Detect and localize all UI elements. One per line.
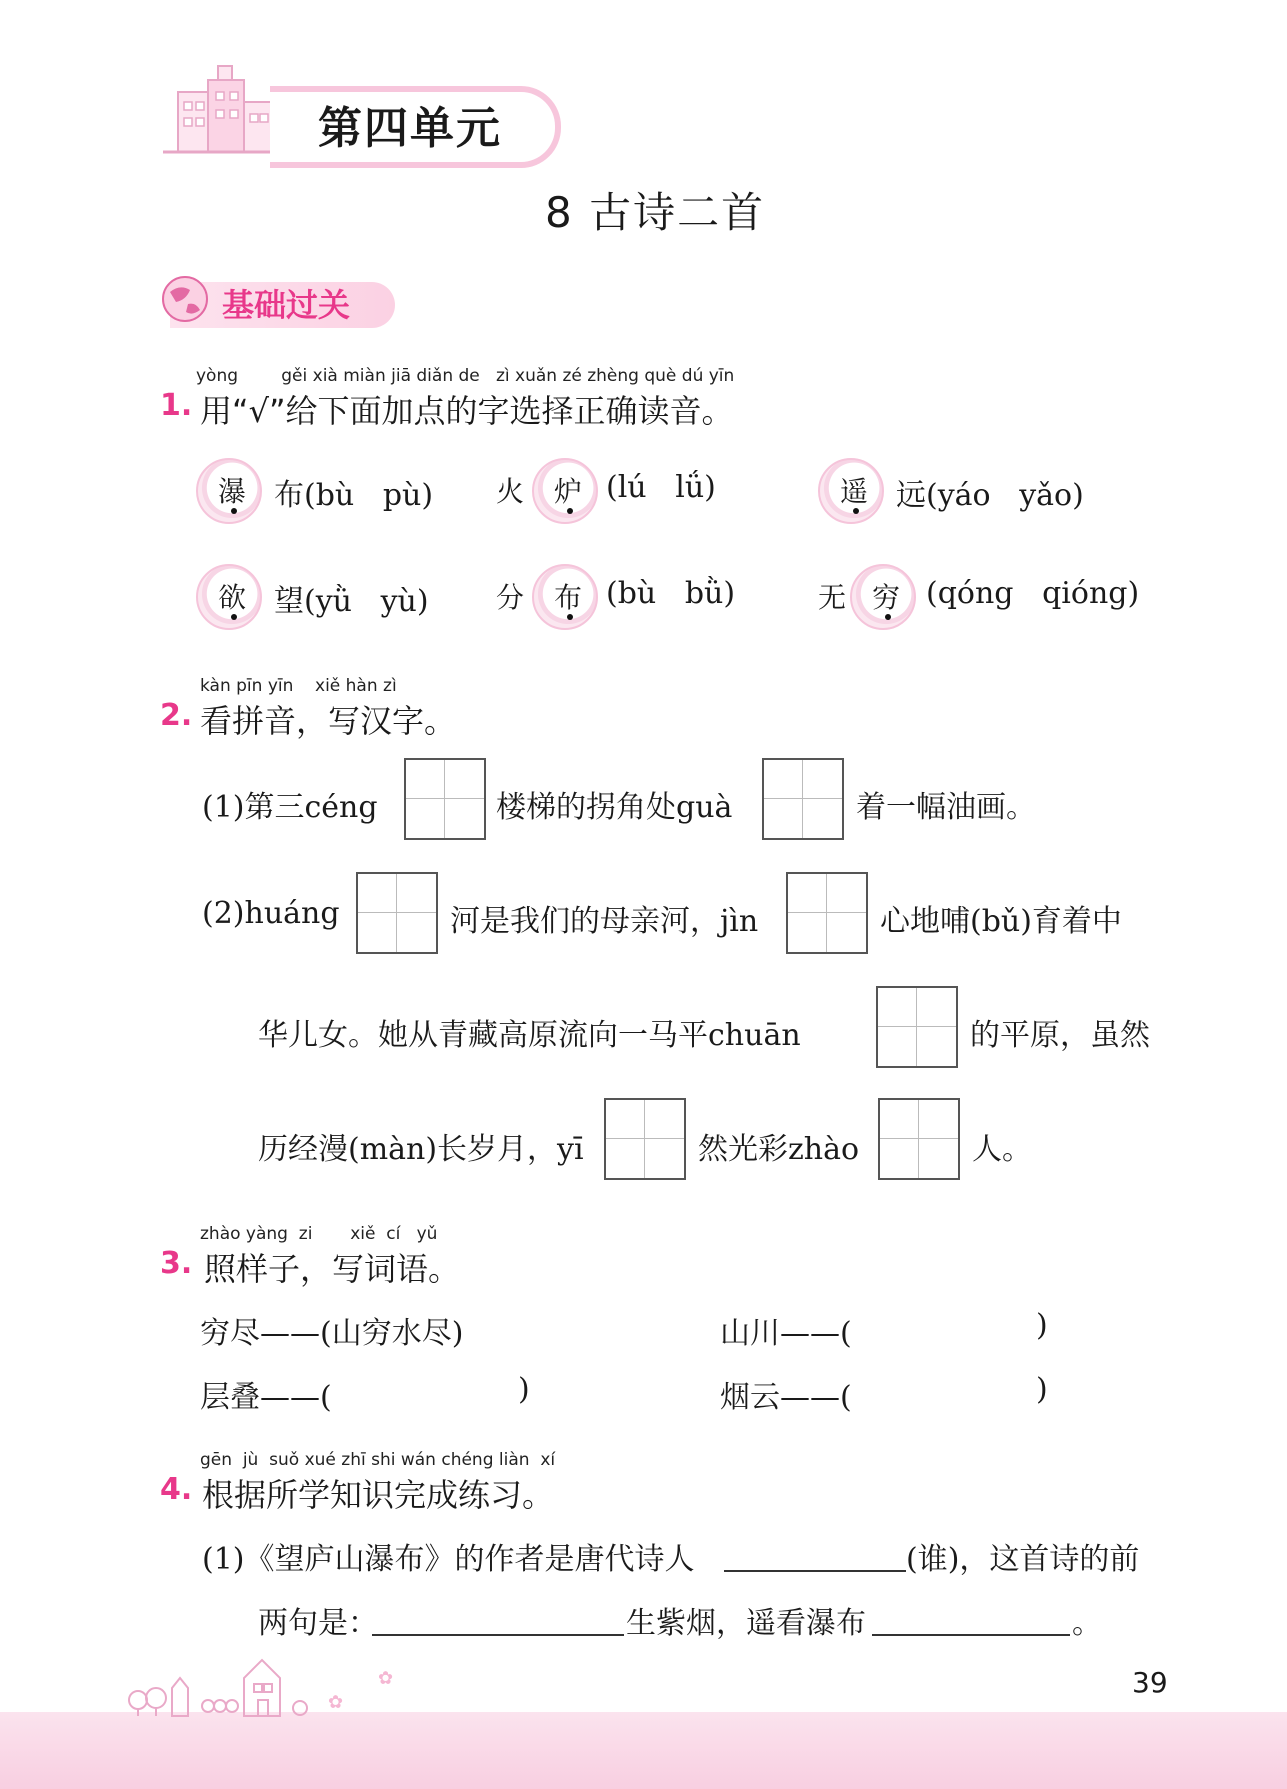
emphasis-dot [231, 508, 237, 514]
q3-item-cengdie: 层叠——( [200, 1380, 332, 1415]
q1-item-4-marked: 欲 [218, 581, 247, 614]
q3-pinyin: zhào yàng zi xiě cí yǔ [200, 1224, 438, 1244]
q3-close-paren: ) [1036, 1372, 1048, 1407]
q1-item-4-option: 望(yǜ yù) [274, 584, 429, 619]
emphasis-dot [853, 508, 859, 514]
q4-line2-c: 。 [1072, 1606, 1102, 1641]
q1-item-1-marked: 瀑 [218, 475, 247, 508]
q1-number: 1. [160, 388, 193, 423]
q1-item-6-option: (qóng qióng) [926, 576, 1140, 611]
q2-line2-c: 心地哺(bǔ)育着中 [880, 904, 1122, 939]
q3-close-paren: ) [518, 1372, 530, 1407]
emphasis-dot [567, 508, 573, 514]
writing-box[interactable] [762, 758, 844, 840]
q3-close-paren: ) [1036, 1308, 1048, 1343]
answer-blank[interactable] [872, 1634, 1070, 1636]
q1-text: 用“√”给下面加点的字选择正确读音。 [200, 392, 734, 430]
q2-line4-a: 历经漫(màn)长岁月，yī [258, 1132, 584, 1167]
q2-line4-c: 人。 [972, 1132, 1032, 1167]
q4-line2-a: 两句是： [258, 1606, 378, 1641]
q1-item-2-option: (lú lǘ) [606, 470, 716, 505]
q1-item-1-option: 布(bù pù) [274, 478, 434, 513]
q1-item-3-option: 远(yáo yǎo) [896, 478, 1084, 513]
q2-line1-a: (1)第三céng [202, 790, 378, 825]
q2-line3-a: 华儿女。她从青藏高原流向一马平chuān [258, 1018, 801, 1053]
writing-box[interactable] [404, 758, 486, 840]
q1-item-2-prefix: 火 [496, 475, 525, 508]
q2-line2-a: (2)huáng [202, 896, 340, 931]
q4-line1-a: (1)《望庐山瀑布》的作者是唐代诗人 [202, 1542, 695, 1577]
q1-item-5-prefix: 分 [496, 581, 525, 614]
emphasis-dot [231, 614, 237, 620]
writing-box[interactable] [604, 1098, 686, 1180]
writing-box[interactable] [786, 872, 868, 954]
writing-box[interactable] [356, 872, 438, 954]
writing-box[interactable] [876, 986, 958, 1068]
q2-text: 看拼音，写汉字。 [200, 702, 457, 740]
q3-number: 3. [160, 1246, 193, 1281]
q2-line1-b: 楼梯的拐角处guà [496, 790, 733, 825]
q4-line2-b: 生紫烟，遥看瀑布 [626, 1606, 866, 1641]
q2-pinyin: kàn pīn yīn xiě hàn zì [200, 676, 397, 696]
building-icon [158, 62, 288, 162]
q3-item-yanyun: 烟云——( [720, 1380, 852, 1415]
q2-line2-b: 河是我们的母亲河，jìn [450, 904, 759, 939]
q4-number: 4. [160, 1472, 193, 1507]
q1-item-5-marked: 布 [554, 581, 583, 614]
q4-line1-b: (谁)，这首诗的前 [906, 1542, 1140, 1577]
emphasis-dot [885, 614, 891, 620]
q1-item-6-marked: 穷 [872, 581, 901, 614]
answer-blank[interactable] [372, 1634, 624, 1636]
footer-band [0, 1712, 1287, 1789]
section-title: 基础过关 [222, 286, 351, 324]
q1-item-2-marked: 炉 [554, 475, 583, 508]
writing-box[interactable] [878, 1098, 960, 1180]
q2-number: 2. [160, 698, 193, 733]
town-illustration-icon [124, 1648, 324, 1718]
lesson-title: 8 古诗二首 [545, 188, 766, 237]
flower-icon: ✿ [328, 1692, 344, 1713]
answer-blank[interactable] [724, 1570, 906, 1572]
q4-pinyin: gēn jù suǒ xué zhī shi wán chéng liàn xí [200, 1450, 556, 1470]
page-number: 39 [1132, 1666, 1168, 1699]
q2-line1-c: 着一幅油画。 [856, 790, 1036, 825]
q1-item-6-prefix: 无 [818, 581, 847, 614]
q3-item-shanchuan: 山川——( [720, 1316, 852, 1351]
q1-item-5-option: (bù bǜ) [606, 576, 736, 611]
q1-pinyin: yòng gěi xià miàn jiā diǎn de zì xuǎn zé zhèng què dú yīn [196, 366, 735, 386]
q3-text: 照样子，写词语。 [204, 1250, 461, 1288]
unit-title: 第四单元 [318, 103, 502, 154]
q4-text: 根据所学知识完成练习。 [202, 1476, 555, 1514]
q2-line3-b: 的平原，虽然 [970, 1018, 1150, 1053]
emphasis-dot [567, 614, 573, 620]
flower-icon: ✿ [378, 1668, 394, 1689]
globe-icon [160, 274, 210, 324]
q3-example: 穷尽——(山穷水尽) [200, 1316, 464, 1351]
q1-item-3-marked: 遥 [840, 475, 869, 508]
q2-line4-b: 然光彩zhào [698, 1132, 860, 1167]
